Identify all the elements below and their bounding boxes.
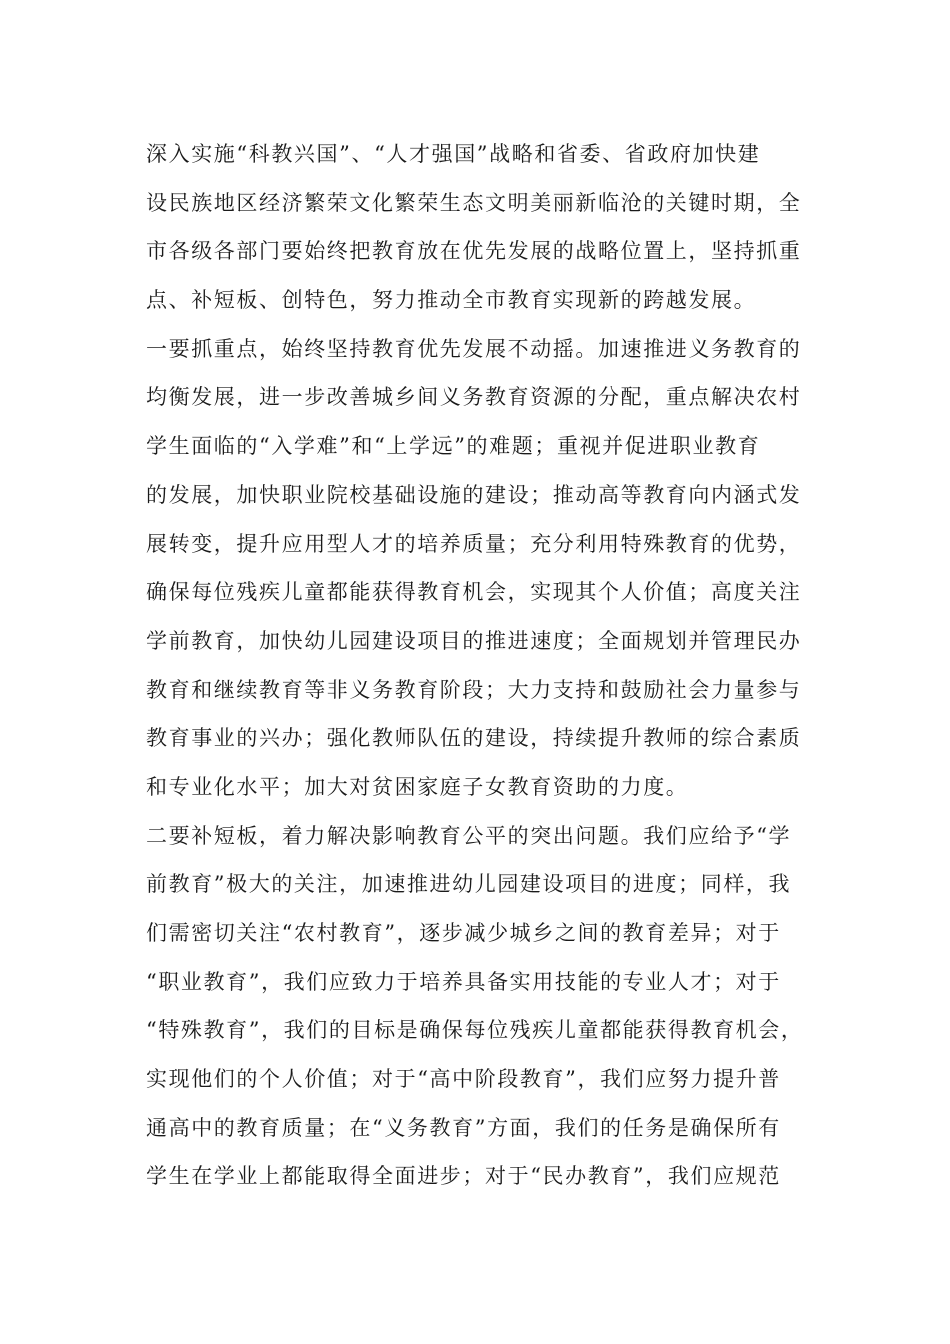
text-line: 学前教育，加快幼儿园建设项目的推进速度；全面规划并管理民办 <box>146 628 802 653</box>
text-line: 确保每位残疾儿童都能获得教育机会，实现其个人价值；高度关注 <box>146 580 802 605</box>
text-line: 的发展，加快职业院校基础设施的建设；推动高等教育向内涵式发 <box>146 482 802 507</box>
text-line: 展转变，提升应用型人才的培养质量；充分利用特殊教育的优势， <box>146 531 802 556</box>
text-line: “职业教育”，我们应致力于培养具备实用技能的专业人才；对于 <box>146 969 781 994</box>
text-line: 市各级各部门要始终把教育放在优先发展的战略位置上，坚持抓重 <box>146 239 802 264</box>
document-body <box>146 130 816 1201</box>
text-line: 前教育”极大的关注，加速推进幼儿园建设项目的进度；同样，我 <box>146 872 792 897</box>
text-line: 教育事业的兴办；强化教师队伍的建设，持续提升教师的综合素质 <box>146 726 802 751</box>
text-line: 点、补短板、创特色，努力推动全市教育实现新的跨越发展。 <box>146 288 757 313</box>
text-line: 教育和继续教育等非义务教育阶段；大力支持和鼓励社会力量参与 <box>146 677 802 702</box>
text-line: 实现他们的个人价值；对于“高中阶段教育”，我们应努力提升普 <box>146 1067 781 1092</box>
text-line: 们需密切关注“农村教育”，逐步减少城乡之间的教育差异；对于 <box>146 921 781 945</box>
text-line: 设民族地区经济繁荣文化繁荣生态文明美丽新临沧的关键时期，全 <box>146 190 802 215</box>
text-line: 学生面临的“入学难”和“上学远”的难题；重视并促进职业教育 <box>146 434 761 459</box>
text-line: 二要补短板，着力解决影响教育公平的突出问题。我们应给予“学 <box>146 823 792 848</box>
text-line: 学生在学业上都能取得全面进步；对于“民办教育”，我们应规范 <box>146 1164 781 1189</box>
text-line: 深入实施“科教兴国”、“人才强国”战略和省委、省政府加快建 <box>146 142 761 166</box>
text-line: “特殊教育”，我们的目标是确保每位残疾儿童都能获得教育机会， <box>146 1018 804 1043</box>
text-line: 均衡发展，进一步改善城乡间义务教育资源的分配，重点解决农村 <box>146 385 802 410</box>
text-line: 一要抓重点，始终坚持教育优先发展不动摇。加速推进义务教育的 <box>146 336 802 361</box>
text-line: 通高中的教育质量；在“义务教育”方面，我们的任务是确保所有 <box>146 1115 781 1140</box>
text-line: 和专业化水平；加大对贫困家庭子女教育资助的力度。 <box>146 774 689 799</box>
